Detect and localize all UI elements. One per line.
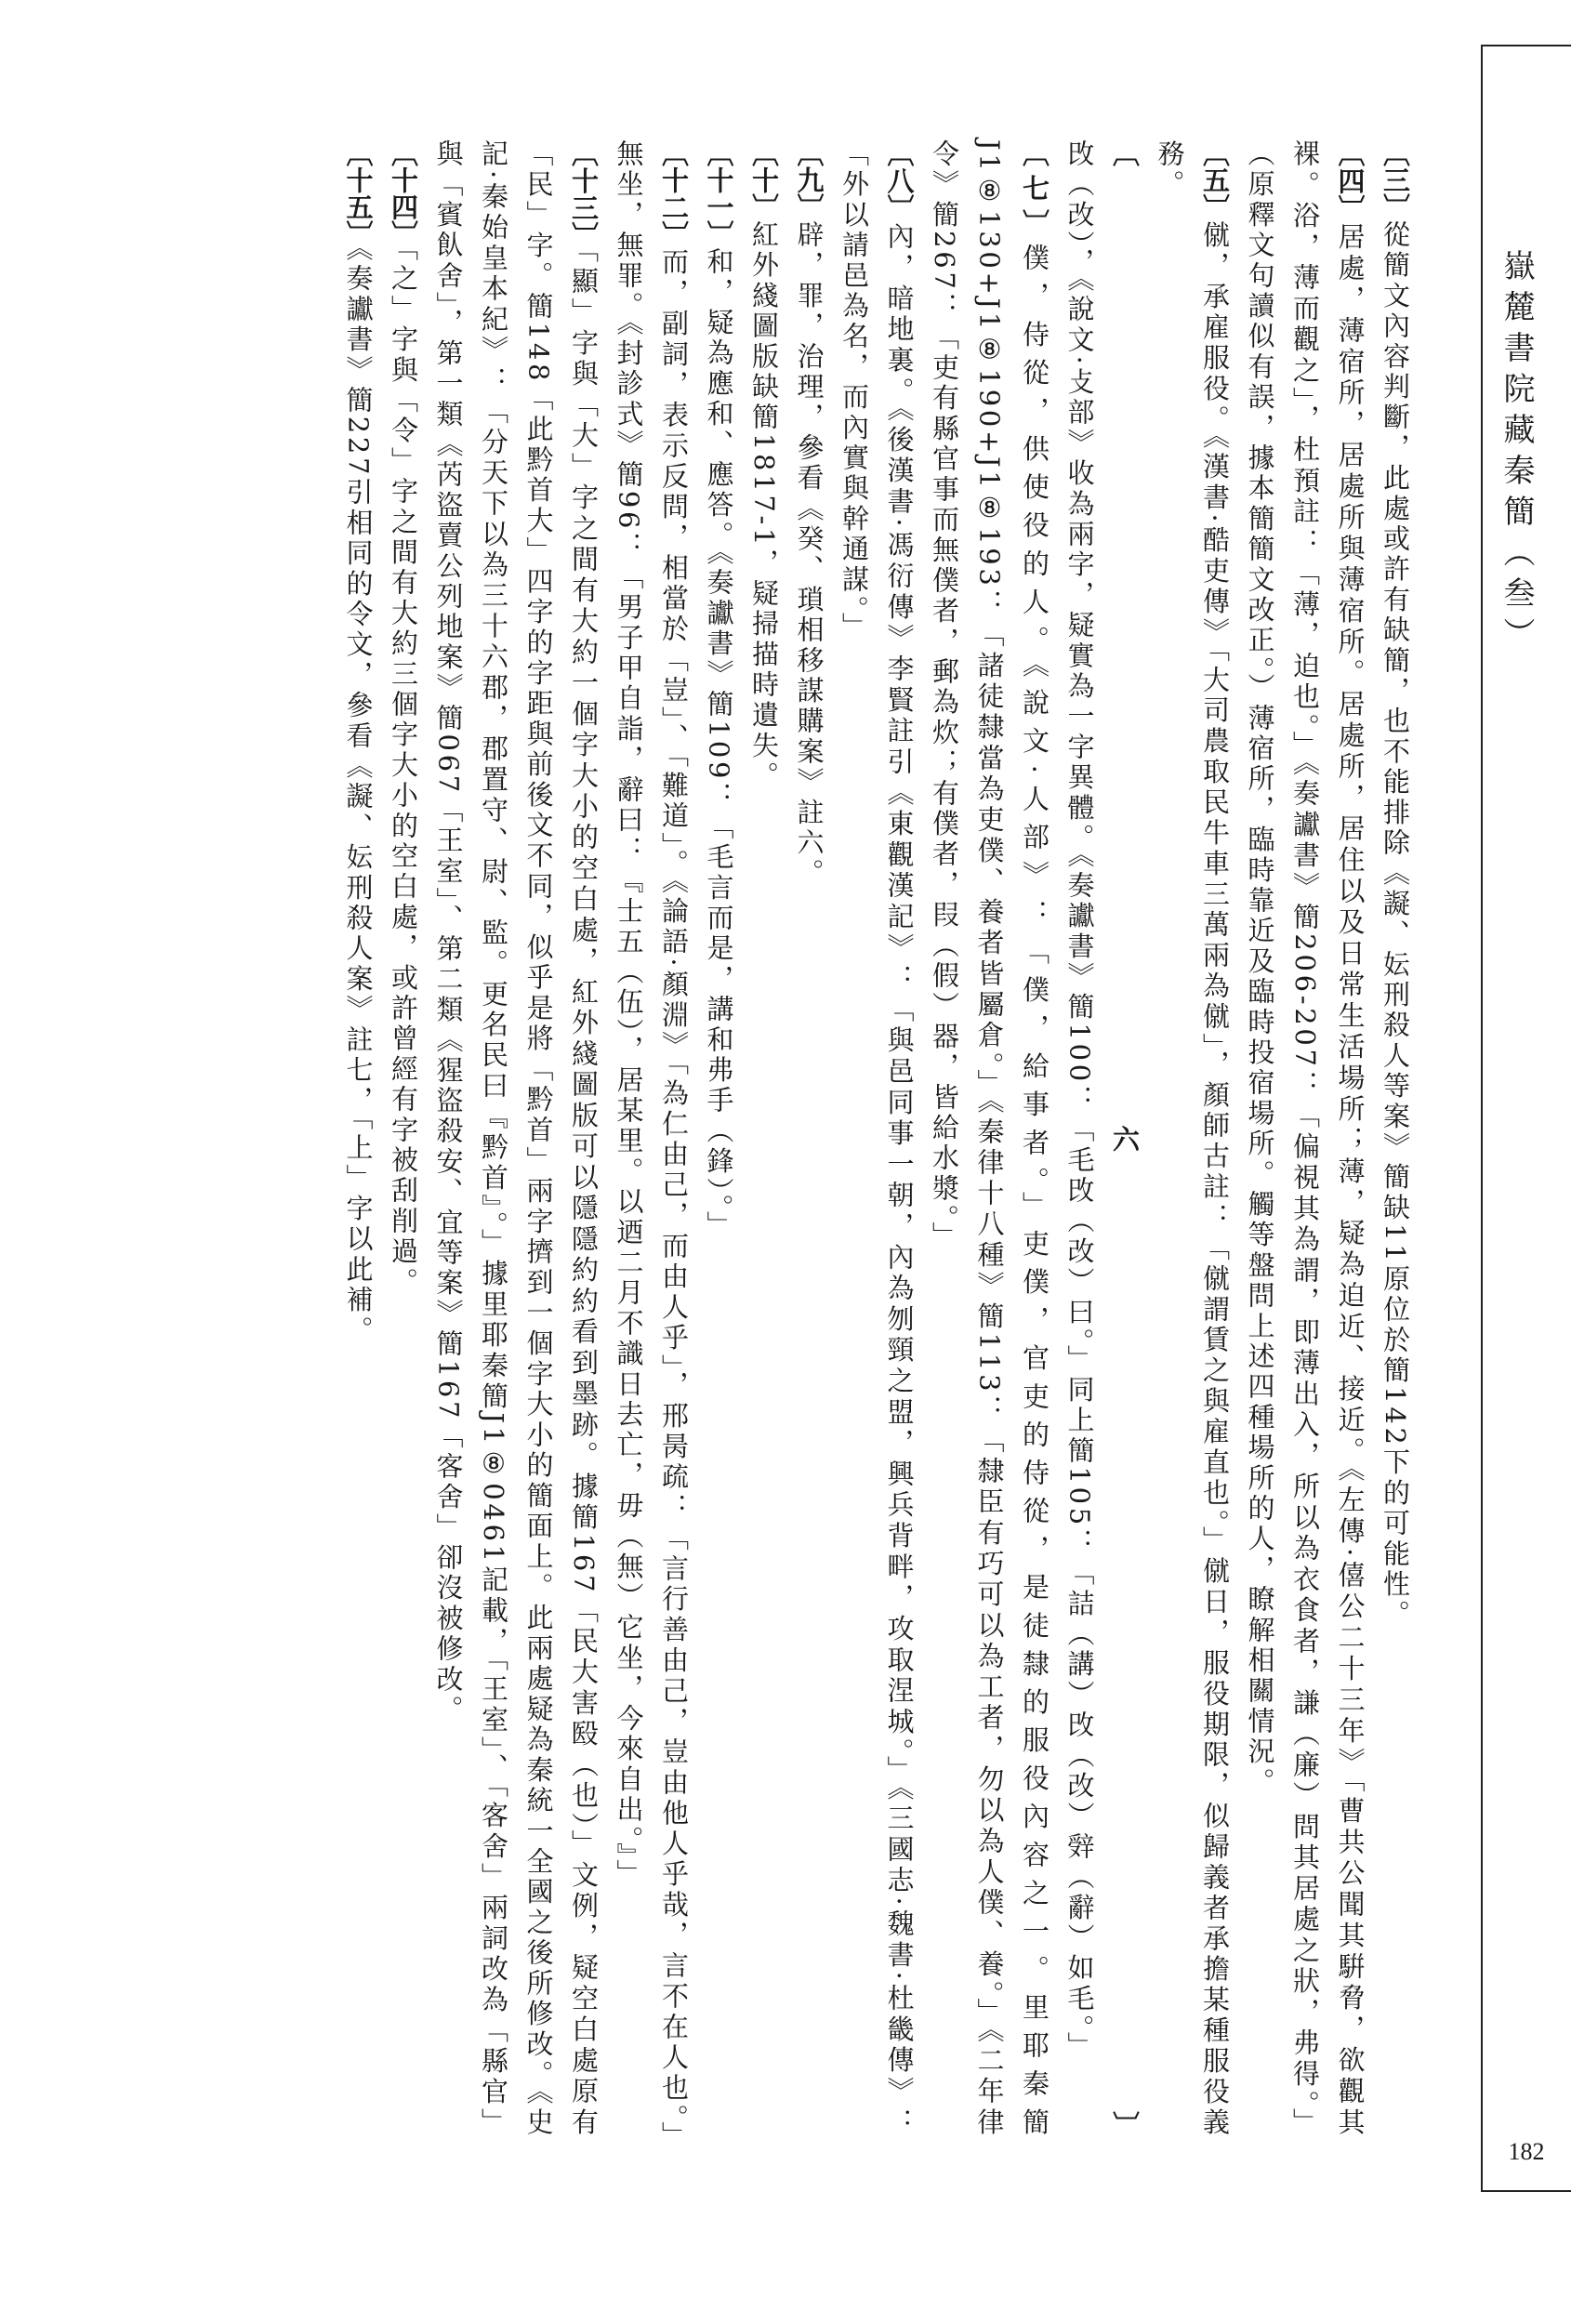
note-label: 〔十二〕 <box>658 139 690 248</box>
note-7 <box>922 139 1058 2138</box>
note-text: 《奏讞書》簡227引相同的令文，參看《譺、妘刑殺人案》註七，「上」字以此補。 <box>342 247 375 1346</box>
margin-rule-top <box>1481 45 1571 46</box>
note-label: 〔十〕 <box>748 139 780 220</box>
note-label: 〔五〕 <box>1199 139 1231 221</box>
note-4 <box>1237 139 1373 2138</box>
note-label: 〔九〕 <box>793 139 825 220</box>
annotation-notes <box>336 139 1418 2138</box>
note-11 <box>696 139 742 2138</box>
margin-rule-vertical <box>1481 45 1483 2192</box>
note-10 <box>742 139 787 2138</box>
note-label: 〔四〕 <box>1334 139 1366 223</box>
page-number: 182 <box>1508 2138 1545 2165</box>
note-label: 〔八〕 <box>883 139 916 222</box>
note-text: 「顯」字與「大」字之間有大約一個字大小的空白處，紅外綫圖版可以隱隱約約看到墨跡。據簡167「民大害殹（也）」文例，疑空白處原有「民」字。簡148「此黔首大」四字的字距與前後文不同，似乎是將「黔首」兩字擠到一個字大小的簡面上。此兩處疑為秦統一全國之後所修改。《史記·秦始皇本紀》：「分天下以為三十六郡，郡置守、尉、監。更名民曰『黔首』。」據里耶秦簡J1⑧0461記載，「王室」、「客舍」兩詞改為「縣官」與「賓飤舍」，第一類《芮盜賣公列地案》簡067「王室」、第二類《猩盜殺安、宜等案》簡167「客舍」卻沒被修改。 <box>432 139 600 2139</box>
note-text: 「之」字與「令」字之間有大約三個字大小的空白處，或許曾經有字被刮削過。 <box>388 247 419 1298</box>
note-text: 內，暗地裏。《後漢書·馮衍傳》李賢註引《東觀漢記》：「與邑同事一朝，內為刎頸之盟，興兵背畔，攻取涅城。」《三國志·魏書·杜畿傳》：「外以請邑為名，而內實與幹通謀。」 <box>838 139 916 2139</box>
note-label: 〔十四〕 <box>388 139 419 247</box>
note-text: 和，疑為應和、應答。《奏讞書》簡109：「毛言而是，講和弗手（鋒）。」 <box>703 247 735 1242</box>
note-label: 〔十三〕 <box>568 139 600 250</box>
running-title: 嶽麓書院藏秦簡（叁） <box>1498 249 1535 658</box>
note-14 <box>381 139 427 2138</box>
note-text: 僕，侍從，供使役的人。《說文·人部》：「僕，給事者。」吏僕，官吏的侍從，是徒隸的服役內容之一。里耶秦簡J1⑧130+J1⑧190+J1⑧193：「諸徒隸當為吏僕、養者皆屬倉。」《秦律十八種》簡113：「隸臣有巧可以為工者，勿以為人僕、養。」《二年律令》簡267：「吏有縣官事而無僕者，郵為炊；有僕者，叚（假）器，皆給水漿。」 <box>929 139 1050 2139</box>
note-label: 〔十一〕 <box>703 139 735 247</box>
note-5 <box>1147 139 1237 2138</box>
note-text: 居處，薄宿所，居處所與薄宿所。居處所，居住以及日常生活場所；薄，疑為迫近、接近。《左傳·僖公二十三年》「曹共公聞其騈脅，欲觀其裸。浴，薄而觀之」，杜預註：「薄，迫也。」《奏讞書》簡206-207：「偏視其為謂，即薄出入，所以為衣食者，謙（廉）問其居處之狀，弗得。」（原釋文句讀似有誤，據本簡簡文改正。）薄宿所，臨時靠近及臨時投宿場所。觸等盤問上述四種場所的人，瞭解相關情況。 <box>1244 139 1366 2138</box>
note-text: 辟，罪，治理，參看《癸、瑣相移謀購案》註六。 <box>793 220 825 890</box>
note-3 <box>1373 139 1419 2138</box>
note-8 <box>832 139 922 2138</box>
note-12 <box>606 139 696 2138</box>
note-text: 攺（改），《說文·攴部》收為兩字，疑實為一字異體。《奏讞書》簡100：「毛攺（改）曰。」同上簡105：「詰（講）攺（改）辤（辭）如毛。」 <box>1063 139 1096 2063</box>
note-text: 從簡文內容判斷，此處或許有缺簡，也不能排除《譺、妘刑殺人等案》簡缺11原位於簡142下的可能性。 <box>1380 220 1411 1631</box>
note-9 <box>786 139 832 2138</box>
note-text: 紅外綫圖版缺簡1817-1，疑掃描時遺失。 <box>748 220 780 792</box>
note-label: 〔六〕 <box>1109 139 1141 2138</box>
note-text: 而，副詞，表示反問，相當於「豈」、「難道」。《論語·顏淵》「為仁由己，而由人乎」，邢昺疏：「言行善由己，豈由他人乎哉，言不在人也。」無坐，無罪。《封診式》簡96：「男子甲自詣，辭曰：『士五（伍），居某里。以迺二月不識日去亡，毋（無）它坐，今來自出。』」 <box>613 139 690 2138</box>
margin-rule-bottom <box>1481 2190 1571 2192</box>
note-15 <box>336 139 381 2138</box>
note-text: 僦，承雇服役。《漢書·酷吏傳》「大司農取民牛車三萬兩為僦」，顏師古註：「僦謂賃之與雇直也。」僦日，服役期限，似歸義者承擔某種服役義務。 <box>1154 139 1231 2139</box>
note-label: 〔七〕 <box>1019 139 1050 244</box>
note-6 <box>1057 139 1147 2138</box>
note-label: 〔十五〕 <box>342 139 375 247</box>
note-13 <box>426 139 606 2138</box>
note-label: 〔三〕 <box>1380 139 1411 220</box>
